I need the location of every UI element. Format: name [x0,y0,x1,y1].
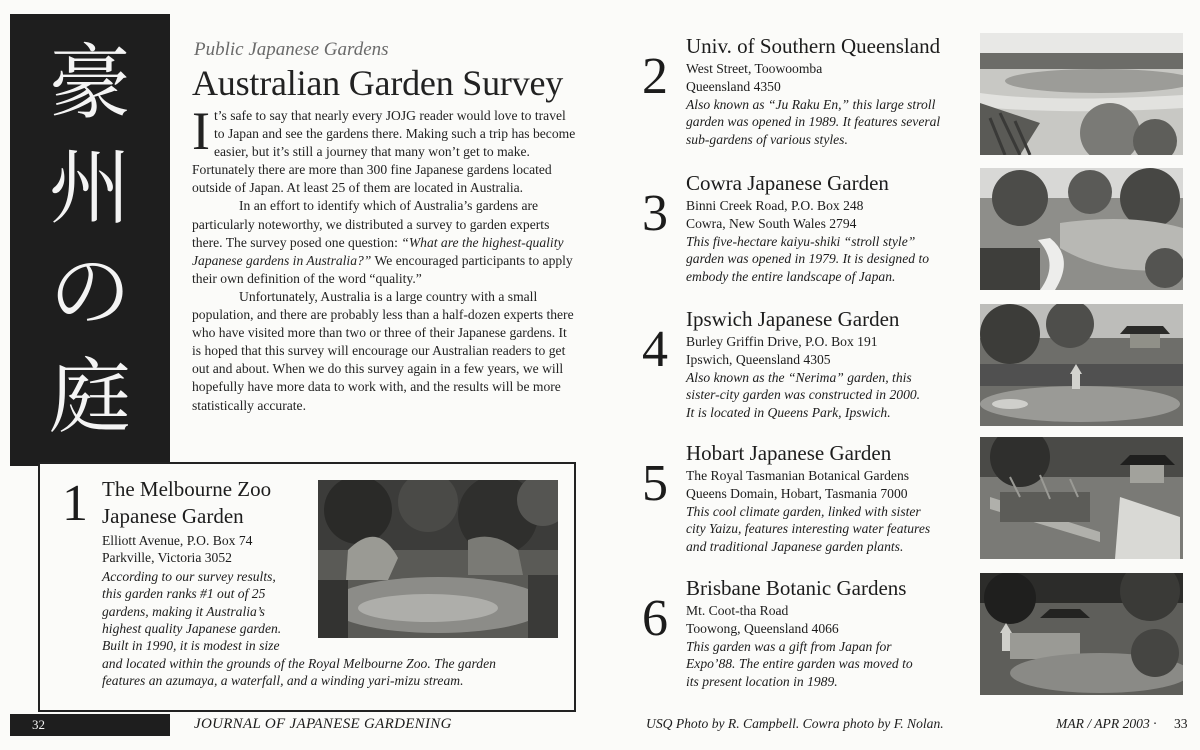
description-line: Also known as “Ju Raku En,” this large stroll [686,96,936,112]
garden-entry [600,170,1200,295]
paragraph-2-text-b: We encouraged participants to apply their own definition of the word “quality.” [192,252,573,286]
garden-details [686,467,986,556]
description-line: This garden was a gift from Japan for [686,638,892,654]
garden-entry [600,440,1200,565]
description-line: Expo’88. The entire garden was moved to [686,656,913,672]
address-line: Elliott Avenue, P.O. Box 74 [102,533,253,548]
address-line: Mt. Coot-tha Road [686,603,789,618]
article-headline: Australian Garden Survey [192,63,564,103]
page-number: 32 [10,714,170,736]
address-line: Parkville, Victoria 3052 [102,550,232,566]
garden-title [102,476,302,530]
description-line: It is located in Queens Park, Ipswich. [686,405,891,421]
description-line: and traditional Japanese garden plants. [686,539,904,555]
garden-title: Cowra Japanese Garden [686,171,889,195]
garden-title: Univ. of Southern Queensland [686,34,941,58]
article-body [192,101,577,415]
kanji-char: 庭 [48,349,131,445]
description-line: Built in 1990, it is modest in size [102,638,280,654]
description-line: highest quality Japanese garden. [102,620,282,636]
cowra-garden-photo [980,168,1183,290]
hobart-garden-photo [980,437,1183,559]
rank-number: 3 [642,185,668,242]
description-line: This five-hectare kaiyu-shiki “stroll style” [686,233,916,249]
garden-entry [600,575,1200,700]
description-line: features an azumaya, a waterfall, and a winding yari-mizu stream. [102,673,464,689]
rank-number: 1 [62,475,88,532]
description-line: embody the entire landscape of Japan. [686,269,896,285]
description-line: Also known as the “Nerima” garden, this [686,369,912,385]
drop-cap: I [192,101,210,161]
description-line: sister-city garden was constructed in 2000. [686,387,921,403]
section-kicker: Public Japanese Gardens [194,39,389,60]
description-line: This cool climate garden, linked with sister [686,503,921,519]
description-line: its present location in 1989. [686,674,838,690]
garden-details [686,60,986,149]
address-line: Cowra, New South Wales 2794 [686,215,857,231]
kanji-char: 州 [48,140,131,236]
ipswich-garden-photo [980,304,1183,426]
featured-garden-box [38,462,576,712]
garden-title: Hobart Japanese Garden [686,441,892,465]
address-line: West Street, Toowoomba [686,61,823,76]
photo-credit: USQ Photo by R. Campbell. Cowra photo by F. Nolan. [646,716,944,731]
brisbane-garden-photo [980,573,1183,695]
kanji-char: の [48,245,131,341]
description-line: According to our survey results, [102,569,276,584]
garden-details [686,602,986,691]
rank-number: 5 [642,455,668,512]
page-number: 33 [1174,716,1188,731]
issue-date: MAR / APR 2003 · [1056,716,1157,731]
garden-title-line: Japanese Garden [102,504,244,528]
description-line: city Yaizu, features interesting water features [686,521,931,537]
garden-details [686,333,986,422]
rank-number: 4 [642,321,668,378]
address-line: Queens Domain, Hobart, Tasmania 7000 [686,485,908,501]
rank-number: 2 [642,48,668,105]
garden-title: Ipswich Japanese Garden [686,307,900,331]
usq-garden-photo [980,33,1183,155]
description-line: sub-gardens of various styles. [686,132,848,148]
garden-address [102,532,252,567]
paragraph-2-text-a: In an effort to identify which of Australia’s gardens are particularly noteworthy, we distributed a survey to garden experts there. The survey posed one question: [192,198,550,250]
melbourne-zoo-garden-photo [318,480,558,638]
paragraph-2 [192,197,577,287]
description-line: garden was opened in 1989. It features several [686,114,941,130]
right-page [600,0,1200,750]
paragraph-1-text: t’s safe to say that nearly every JOJG reader would love to travel to Japan and see the gardens there. Making such a trip has become easier, but it’s still a journey that many won’t get to make. Fortunately there are more than 300 fine Japanese gardens located outside of Japan. At least 25 of them are located in Australia. [192,108,576,196]
description-line: gardens, making it Australia’s [102,603,265,619]
garden-entry [600,33,1200,158]
garden-title-line: The Melbourne Zoo [102,477,272,501]
address-line: Toowong, Queensland 4066 [686,620,839,636]
description-line: and located within the grounds of the Royal Melbourne Zoo. The garden [102,656,496,671]
garden-description [102,568,302,654]
paragraph-3: Unfortunately, Australia is a large country with a small population, and there are probably less than a half-dozen experts there who have visited more than two or three of their Japanese gardens. It is hoped that this survey will encourage our Australian readers to get out and about. When we do this survey again in a few years, we will hopefully have more data to work with, and the results will be more statistically accurate. [192,288,574,413]
address-line: Binni Creek Road, P.O. Box 248 [686,198,864,213]
description-line: this garden ranks #1 out of 25 [102,586,266,602]
address-line: The Royal Tasmanian Botanical Gardens [686,468,910,483]
garden-entry [600,306,1200,431]
paragraph-1 [192,101,577,197]
survey-question: “What are the highest-quality Japanese gardens in Australia?” [192,234,564,268]
journal-name: JOURNAL OF JAPANESE GARDENING [194,716,452,732]
address-line: Queensland 4350 [686,78,781,94]
address-line: Ipswich, Queensland 4305 [686,351,831,367]
description-line: garden was opened in 1979. It is designed to [686,251,930,267]
kanji-title-bar [10,14,170,466]
garden-details [686,197,986,286]
garden-description-continued [102,655,562,690]
garden-title: Brisbane Botanic Gardens [686,576,907,600]
rank-number: 6 [642,590,668,647]
address-line: Burley Griffin Drive, P.O. Box 191 [686,334,878,349]
kanji-char: 豪 [48,36,131,132]
